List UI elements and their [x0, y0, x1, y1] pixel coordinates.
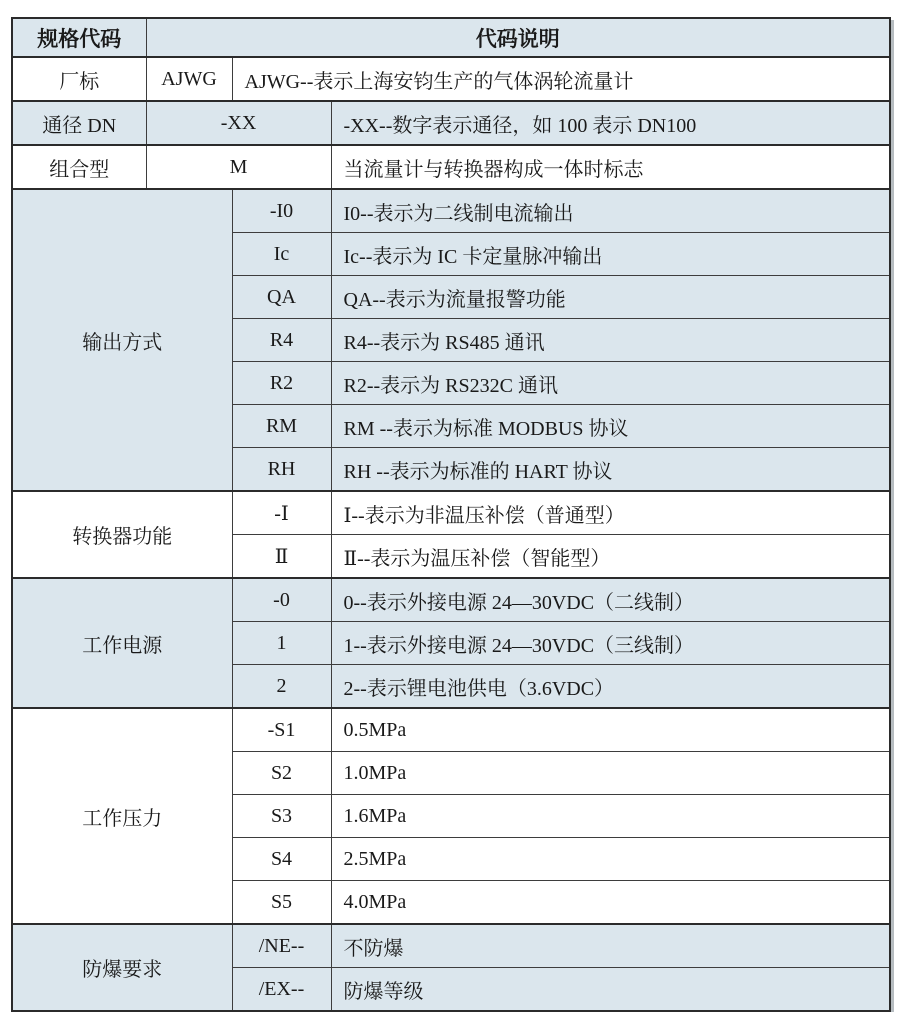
code-cell: /EX-- [232, 968, 331, 1012]
code-cell: -XX [146, 101, 331, 145]
spec-name-cell: 厂标 [12, 57, 146, 101]
description-cell: RH --表示为标准的 HART 协议 [331, 448, 890, 492]
table-row [12, 924, 890, 968]
spec-name-cell: 工作压力 [12, 708, 232, 924]
description-cell: -XX--数字表示通径，如 100 表示 DN100 [331, 101, 890, 145]
description-cell: 1.6MPa [331, 795, 890, 838]
code-cell: 1 [232, 622, 331, 665]
description-cell: I0--表示为二线制电流输出 [331, 189, 890, 233]
code-cell: Ic [232, 233, 331, 276]
code-cell: -S1 [232, 708, 331, 752]
code-cell: -Ⅰ [232, 491, 331, 535]
description-cell: AJWG--表示上海安钧生产的气体涡轮流量计 [232, 57, 890, 101]
description-cell: 1.0MPa [331, 752, 890, 795]
description-cell: Ic--表示为 IC 卡定量脉冲输出 [331, 233, 890, 276]
spec-name-cell: 输出方式 [12, 189, 232, 491]
code-cell: QA [232, 276, 331, 319]
table-row [12, 101, 890, 145]
description-cell: 0--表示外接电源 24—30VDC（二线制） [331, 578, 890, 622]
code-cell: -0 [232, 578, 331, 622]
table-row [12, 189, 890, 233]
description-cell: 防爆等级 [331, 968, 890, 1012]
table-row [12, 708, 890, 752]
code-cell: RM [232, 405, 331, 448]
code-cell: S2 [232, 752, 331, 795]
table-row [12, 57, 890, 101]
code-cell: /NE-- [232, 924, 331, 968]
spec-table-body [12, 57, 890, 1011]
table-row [12, 491, 890, 535]
code-cell: M [146, 145, 331, 189]
header-code-description: 代码说明 [146, 18, 890, 57]
description-cell: 2--表示锂电池供电（3.6VDC） [331, 665, 890, 709]
code-cell: Ⅱ [232, 535, 331, 579]
table-row [12, 578, 890, 622]
description-cell: R4--表示为 RS485 通讯 [331, 319, 890, 362]
spec-name-cell: 转换器功能 [12, 491, 232, 578]
spec-name-cell: 防爆要求 [12, 924, 232, 1011]
code-cell: R2 [232, 362, 331, 405]
code-cell: 2 [232, 665, 331, 709]
description-cell: 2.5MPa [331, 838, 890, 881]
table-header [12, 18, 890, 57]
code-cell: S4 [232, 838, 331, 881]
header-row [12, 18, 890, 57]
description-cell: 4.0MPa [331, 881, 890, 925]
description-cell: 当流量计与转换器构成一体时标志 [331, 145, 890, 189]
description-cell: 0.5MPa [331, 708, 890, 752]
code-cell: R4 [232, 319, 331, 362]
code-cell: AJWG [146, 57, 232, 101]
code-cell: RH [232, 448, 331, 492]
description-cell: RM --表示为标准 MODBUS 协议 [331, 405, 890, 448]
description-cell: R2--表示为 RS232C 通讯 [331, 362, 890, 405]
code-cell: -I0 [232, 189, 331, 233]
description-cell: QA--表示为流量报警功能 [331, 276, 890, 319]
description-cell: Ⅰ--表示为非温压补偿（普通型） [331, 491, 890, 535]
header-spec-code: 规格代码 [12, 18, 146, 57]
spec-name-cell: 组合型 [12, 145, 146, 189]
spec-code-table [11, 17, 891, 1012]
description-cell: Ⅱ--表示为温压补偿（智能型） [331, 535, 890, 579]
spec-name-cell: 通径 DN [12, 101, 146, 145]
code-cell: S5 [232, 881, 331, 925]
code-cell: S3 [232, 795, 331, 838]
description-cell: 1--表示外接电源 24—30VDC（三线制） [331, 622, 890, 665]
spec-name-cell: 工作电源 [12, 578, 232, 708]
description-cell: 不防爆 [331, 924, 890, 968]
table-row [12, 145, 890, 189]
